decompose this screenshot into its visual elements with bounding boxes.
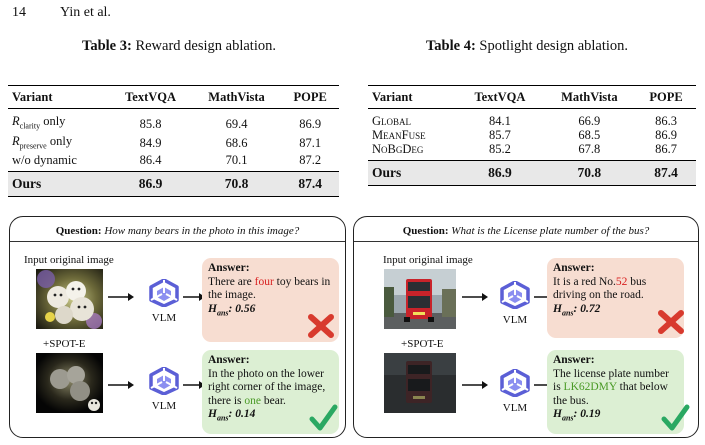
arrow-right-icon <box>108 380 134 390</box>
value-cell: 70.1 <box>225 153 248 167</box>
vlm-label: VLM <box>151 312 177 324</box>
question-text: What is the License plate number of the bus? <box>451 225 650 237</box>
vlm-logo-icon <box>148 279 180 307</box>
entropy-value: $H_{ans}$: 0.14 <box>208 408 256 423</box>
variant-cell: NoBgDeg <box>372 142 424 156</box>
table4-header-pope: POPE <box>636 86 696 109</box>
value-cell: 68.6 <box>225 136 248 151</box>
table-row <box>368 128 696 142</box>
value-cell: 68.5 <box>578 128 601 142</box>
value-cell: 70.8 <box>192 172 282 197</box>
value-cell: 84.1 <box>488 114 511 128</box>
bus-original-photo <box>384 269 456 329</box>
value-cell: 86.9 <box>110 172 192 197</box>
table3-header-textvqa: TextVQA <box>110 86 192 109</box>
table4-header-variant: Variant <box>368 86 457 109</box>
table3-caption <box>14 38 344 55</box>
vlm-logo-icon <box>148 367 180 395</box>
right-highlight: LK62DMY <box>563 381 617 393</box>
table-row <box>8 134 339 154</box>
wrong-answer-box: Answer: There are four toy bears in the image. $H_{ans}$: 0.56 <box>202 258 339 342</box>
variant-cell: w/o dynamic <box>12 153 77 167</box>
question-text: How many bears in the photo in this image? <box>104 225 300 237</box>
variant-cell: Global <box>372 114 412 128</box>
table3 <box>8 85 339 197</box>
right-answer-box: Answer: In the photo on the lower right corner of the image, there is one bear. $H_{ans}$: 0.14 <box>202 350 339 434</box>
running-header <box>12 5 111 21</box>
vlm-label: VLM <box>502 314 528 326</box>
table3-header-variant: Variant <box>8 86 110 109</box>
entropy-value: $H_{ans}$: 0.19 <box>553 408 601 423</box>
right-answer-box: Answer: The license plate number is LK62DMY that below the bus. $H_{ans}$: 0.19 <box>547 350 684 434</box>
table3-header-pope: POPE <box>281 86 339 109</box>
value-cell: 66.9 <box>578 114 601 128</box>
value-cell: 67.8 <box>578 142 601 156</box>
example-panel-bus <box>353 216 699 438</box>
wrong-answer-box: Answer: It is a red No.52 bus driving on the road. $H_{ans}$: 0.72 <box>547 258 684 338</box>
value-cell: 86.7 <box>655 142 677 156</box>
table3-title: Reward design ablation. <box>135 38 276 54</box>
value-cell: 70.8 <box>543 161 636 186</box>
answer-label: Answer: <box>553 354 595 366</box>
vlm-block <box>148 279 180 324</box>
table4-header-textvqa: TextVQA <box>457 86 542 109</box>
bus-spotlight-photo <box>384 353 456 413</box>
divider <box>354 241 698 242</box>
value-cell: 86.9 <box>299 116 322 131</box>
table-row <box>368 142 696 161</box>
value-cell: 86.9 <box>457 161 542 186</box>
table-row <box>368 109 696 129</box>
variant-cell: $R_{preserve}$ only <box>12 133 73 150</box>
arrow-right-icon <box>108 292 134 302</box>
vlm-label: VLM <box>151 400 177 412</box>
table4-caption <box>362 38 692 55</box>
vlm-block <box>499 369 531 414</box>
answer-label: Answer: <box>208 354 250 366</box>
table3-label: Table 3: <box>82 38 132 54</box>
answer-label: Answer: <box>553 262 595 274</box>
value-cell: 85.7 <box>488 128 511 142</box>
cross-icon <box>657 309 685 335</box>
table-row <box>8 153 339 172</box>
value-cell: 87.1 <box>299 136 322 151</box>
cross-icon <box>307 313 335 339</box>
variant-cell: Ours <box>8 172 110 197</box>
spot-label: +SPOT-E <box>401 338 444 350</box>
vlm-label: VLM <box>502 402 528 414</box>
value-cell: 69.4 <box>225 116 248 131</box>
entropy-value: $H_{ans}$: 0.56 <box>208 302 256 317</box>
wrong-highlight: 52 <box>615 275 628 288</box>
question-line: Question: What is the License plate number of the bus? <box>402 225 650 237</box>
table3-ours-row <box>8 172 339 197</box>
value-cell: 87.4 <box>281 172 339 197</box>
answer-label: Answer: <box>208 262 250 274</box>
table4-header-mathvista: MathVista <box>543 86 636 109</box>
page-number: 14 <box>12 5 26 20</box>
vlm-block <box>499 281 531 326</box>
value-cell: 86.9 <box>655 128 677 142</box>
input-image-label: Input original image <box>383 254 473 266</box>
table-row <box>8 109 339 134</box>
check-icon <box>308 403 338 433</box>
example-panel-bears <box>9 216 346 438</box>
spot-label: +SPOT-E <box>43 338 86 350</box>
vlm-logo-icon <box>499 369 531 397</box>
arrow-right-icon <box>462 292 488 302</box>
divider <box>10 241 345 242</box>
table4 <box>368 85 696 186</box>
check-icon <box>660 403 690 433</box>
table4-label: Table 4: <box>425 38 476 54</box>
variant-cell: Ours <box>368 161 457 186</box>
wrong-highlight: four <box>254 275 274 288</box>
right-highlight: one <box>244 394 262 407</box>
value-cell: 85.8 <box>139 116 162 131</box>
table3-header-mathvista: MathVista <box>192 86 282 109</box>
vlm-logo-icon <box>499 281 531 309</box>
value-cell: 87.2 <box>299 153 322 167</box>
running-head: Yin et al. <box>60 5 111 20</box>
value-cell: 86.3 <box>655 114 677 128</box>
value-cell: 84.9 <box>139 136 162 151</box>
value-cell: 87.4 <box>636 161 696 186</box>
vlm-block <box>148 367 180 412</box>
question-line: Question: How many bears in the photo in this image? <box>55 225 300 237</box>
variant-cell: $R_{clarity}$ only <box>12 114 66 131</box>
table4-title: Spotlight design ablation. <box>479 38 629 54</box>
table4-header-row <box>368 86 696 109</box>
input-image-label: Input original image <box>24 254 114 266</box>
variant-cell: MeanFuse <box>372 128 426 142</box>
bears-spotlight-photo <box>36 353 103 413</box>
bears-original-photo <box>36 269 103 329</box>
entropy-value: $H_{ans}$: 0.72 <box>553 302 601 317</box>
table4-ours-row <box>368 161 696 186</box>
value-cell: 86.4 <box>139 153 162 167</box>
value-cell: 85.2 <box>488 142 511 156</box>
arrow-right-icon <box>462 380 488 390</box>
table3-header-row <box>8 86 339 109</box>
